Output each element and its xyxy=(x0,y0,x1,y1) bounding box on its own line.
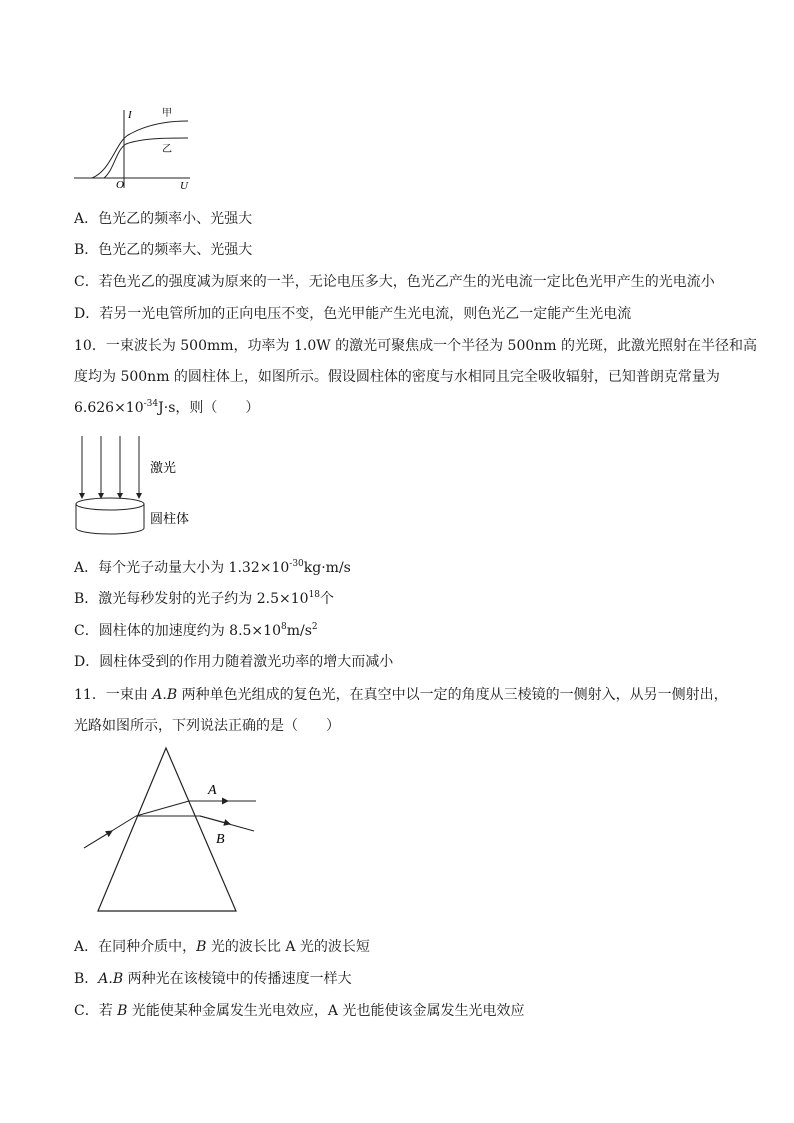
q10-stem-line2: 度均为 500nm 的圆柱体上，如图所示。假设圆柱体的密度与水相同且完全吸收辐射，已知普朗克常量为 xyxy=(74,369,720,385)
iu-curve-figure xyxy=(70,100,200,192)
laser-label: 激光 xyxy=(150,460,177,475)
prism xyxy=(98,748,236,911)
q11-stem-line2: 光路如图所示，下列说法正确的是（ ） xyxy=(74,718,340,734)
incident-ray-arrow xyxy=(84,831,112,848)
q10-option-a: A．每个光子动量大小为 $1.32\times 10^{-30}kg\cdot m/s$ xyxy=(74,559,351,576)
q11-option-b: B．A.B 两种光在该棱镜中的传播速度一样大 xyxy=(74,971,352,987)
q11-option-c: C．若 B 光能使某种金属发生光电效应，A 光也能使该金属发生光电效应 xyxy=(74,1003,525,1019)
axis-label-u: U xyxy=(180,180,188,192)
q9-option-c: C．若色光乙的强度减为原来的一半，无论电压多大，色光乙产生的光电流一定比色光甲产生的光电流小 xyxy=(74,274,715,290)
q10-option-c: C．圆柱体的加速度约为 $8.5\times 10^8m/s^2$ xyxy=(74,622,318,639)
q10-stem-line3: $6.626\times 10^{-34}J\cdot s$，则（ ） xyxy=(74,399,260,416)
q11-stem-line1: 11．一束由 A.B 两种单色光组成的复色光，在真空中以一定的角度从三棱镜的一侧射入，从另一侧射出， xyxy=(74,687,728,703)
q9-option-a: A．色光乙的频率小、光强大 xyxy=(74,211,253,227)
cylinder-label: 圆柱体 xyxy=(150,511,190,526)
curve-yi-label: 乙 xyxy=(162,144,172,155)
prism-figure xyxy=(78,744,262,916)
curve-jia xyxy=(92,121,188,178)
q10-stem-line1: 10．一束波长为 500mm，功率为 1.0W 的激光可聚焦成一个半径为 500nm 的光斑，此激光照射在半径和高 xyxy=(74,338,758,354)
laser-cylinder-figure xyxy=(72,432,212,540)
curve-jia-label: 甲 xyxy=(162,108,172,119)
ray-a-inside xyxy=(136,801,189,816)
cylinder-top xyxy=(76,498,144,510)
q11-option-a: A．在同种介质中，B 光的波长比 A 光的波长短 xyxy=(74,939,370,955)
q9-option-d: D．若另一光电管所加的正向电压不变，色光甲能产生光电流，则色光乙一定能产生光电流 xyxy=(74,306,632,322)
q10-option-d: D．圆柱体受到的作用力随着激光功率的增大而减小 xyxy=(74,654,394,670)
origin-label: O xyxy=(116,179,124,191)
q10-option-b: B．激光每秒发射的光子约为 $2.5\times 10^{18}$个 xyxy=(74,590,335,607)
q9-option-b: B．色光乙的频率大、光强大 xyxy=(74,242,253,258)
ray-b-label: B xyxy=(216,832,225,847)
curve-yi xyxy=(104,138,188,178)
ray-a-label: A xyxy=(208,783,217,798)
axis-label-i: I xyxy=(128,109,132,121)
ray-b-out-arrow xyxy=(200,816,230,824)
